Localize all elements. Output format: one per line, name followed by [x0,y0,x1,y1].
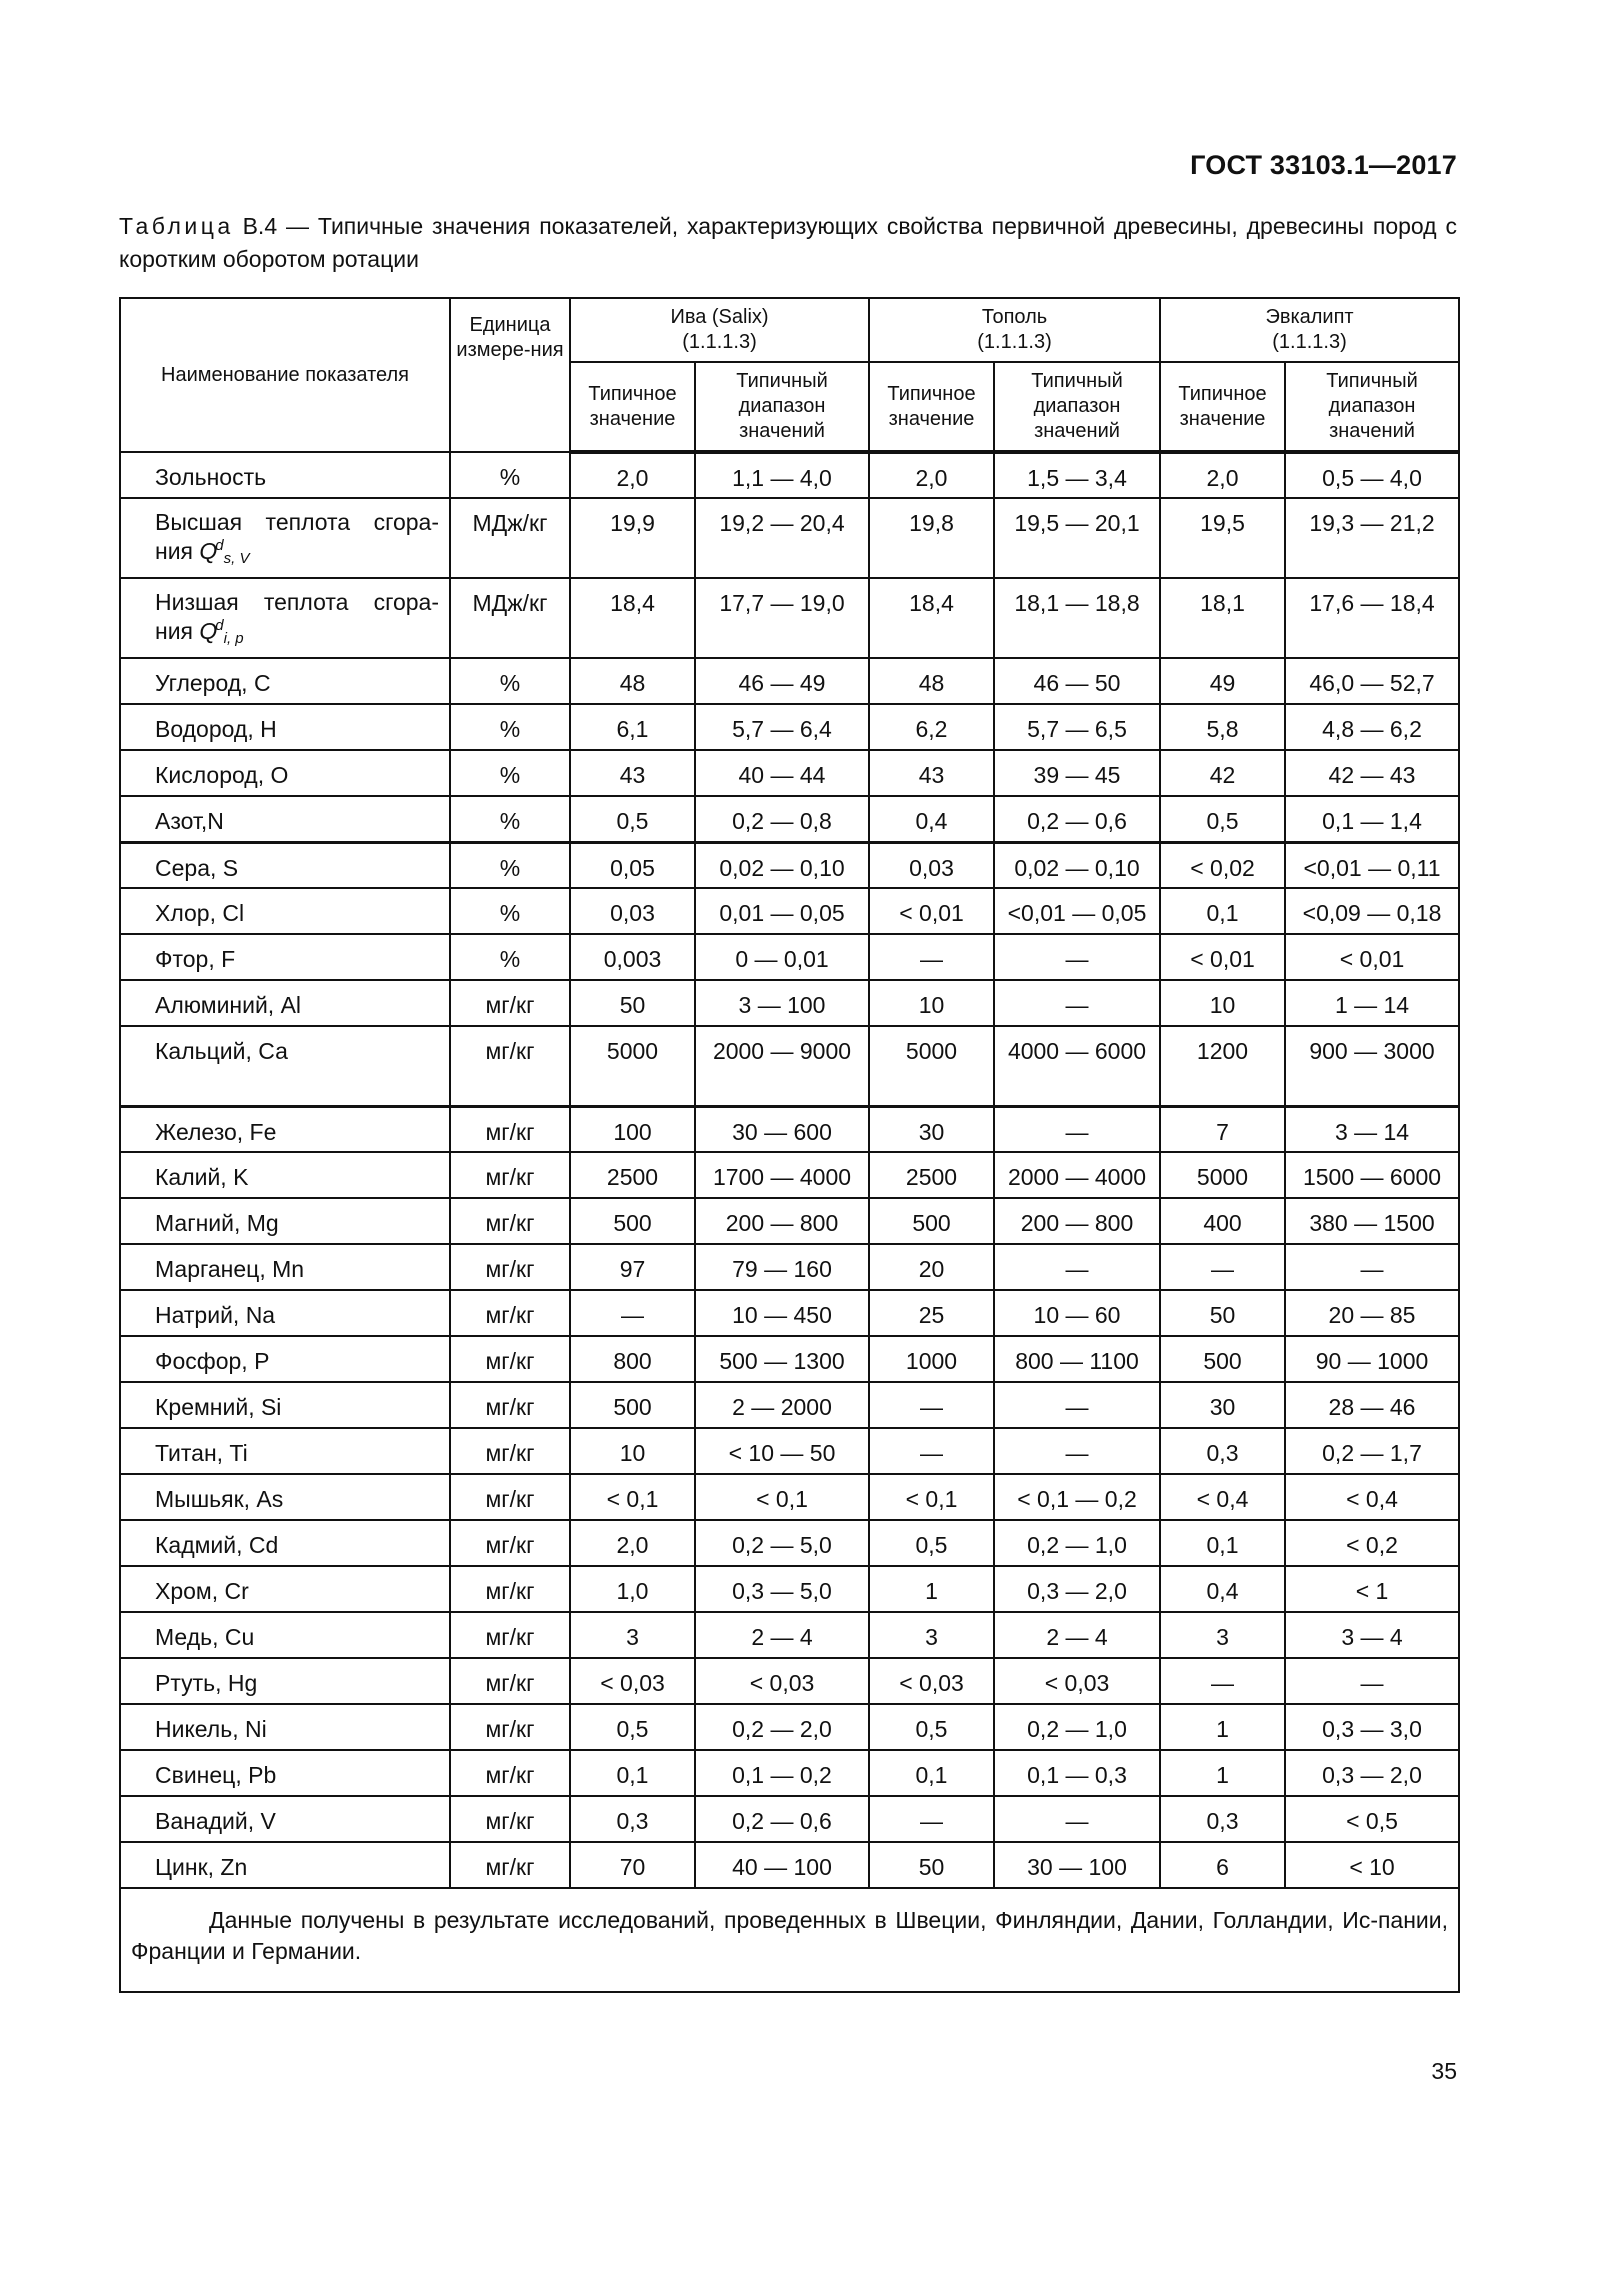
unit-cell: мг/кг [450,1842,570,1888]
header-typical-value: Типичное значение [869,362,994,452]
value-cell: 3 [1160,1612,1285,1658]
header-typical-value: Типичное значение [1160,362,1285,452]
table-row [120,1428,1459,1474]
value-cell: 0,01 — 0,05 [695,888,869,934]
unit-cell: % [450,842,570,888]
value-cell: 0,03 [869,842,994,888]
value-cell: 3 — 100 [695,980,869,1026]
value-cell: 3 — 14 [1285,1106,1459,1152]
value-cell: 39 — 45 [994,750,1160,796]
unit-cell: мг/кг [450,1106,570,1152]
unit-cell: мг/кг [450,1612,570,1658]
value-cell: 30 — 600 [695,1106,869,1152]
value-cell: 0,05 [570,842,695,888]
value-cell: < 0,01 [1285,934,1459,980]
value-cell: 3 — 4 [1285,1612,1459,1658]
value-cell: < 10 [1285,1842,1459,1888]
indicator-name: Кальций, Са [120,1026,450,1106]
value-cell: 0,1 — 1,4 [1285,796,1459,842]
value-cell: 10 [1160,980,1285,1026]
value-cell: — [869,1428,994,1474]
value-cell: 50 [1160,1290,1285,1336]
value-cell: 0,3 [1160,1796,1285,1842]
value-cell: < 0,01 [1160,934,1285,980]
value-cell: 900 — 3000 [1285,1026,1459,1106]
value-cell: < 0,1 — 0,2 [994,1474,1160,1520]
indicator-name: Высшая теплота сгора-ния $Q^d_{s, V}$ [120,498,450,578]
value-cell: 5000 [1160,1152,1285,1198]
unit-cell: % [450,796,570,842]
value-cell: — [1285,1658,1459,1704]
value-cell: 0,02 — 0,10 [695,842,869,888]
indicator-name: Фосфор, Р [120,1336,450,1382]
table-row [120,704,1459,750]
unit-cell: мг/кг [450,1152,570,1198]
indicator-name: Медь, Cu [120,1612,450,1658]
value-cell: 0,5 [869,1704,994,1750]
value-cell: 100 [570,1106,695,1152]
value-cell: 97 [570,1244,695,1290]
table-row [120,1336,1459,1382]
value-cell: < 10 — 50 [695,1428,869,1474]
unit-cell: мг/кг [450,1336,570,1382]
value-cell: 0,3 — 3,0 [1285,1704,1459,1750]
value-cell: < 0,1 [695,1474,869,1520]
value-cell: 0,4 [869,796,994,842]
value-cell: 1 [1160,1704,1285,1750]
unit-cell: мг/кг [450,1750,570,1796]
indicator-name: Кремний, Si [120,1382,450,1428]
value-cell: 0,3 [1160,1428,1285,1474]
table-row [120,980,1459,1026]
table-row [120,1704,1459,1750]
value-cell: 0,5 [570,796,695,842]
value-cell: 2 — 2000 [695,1382,869,1428]
indicator-name: Ванадий, V [120,1796,450,1842]
value-cell: 2,0 [570,452,695,498]
value-cell: 500 [570,1382,695,1428]
value-cell: — [869,934,994,980]
value-cell: — [570,1290,695,1336]
value-cell: 5000 [869,1026,994,1106]
value-cell: 10 [570,1428,695,1474]
header-group-willow: Ива (Salix) (1.1.1.3) [570,298,869,362]
header-unit: Единица измере-ния [450,298,570,452]
value-cell: 18,1 — 18,8 [994,578,1160,658]
indicator-name: Марганец, Mn [120,1244,450,1290]
unit-cell: % [450,704,570,750]
value-cell: 800 — 1100 [994,1336,1160,1382]
page-number: 35 [1431,2058,1457,2084]
value-cell: < 0,03 [869,1658,994,1704]
value-cell: <0,01 — 0,05 [994,888,1160,934]
table-row [120,934,1459,980]
value-cell: 380 — 1500 [1285,1198,1459,1244]
value-cell: 46 — 49 [695,658,869,704]
value-cell: 500 [869,1198,994,1244]
value-cell: 46 — 50 [994,658,1160,704]
value-cell: 1,5 — 3,4 [994,452,1160,498]
value-cell: 1 — 14 [1285,980,1459,1026]
table-row [120,842,1459,888]
indicator-name: Низшая теплота сгора-ния $Q^d_{i, p}$ [120,578,450,658]
value-cell: — [994,1382,1160,1428]
value-cell: 1500 — 6000 [1285,1152,1459,1198]
value-cell: 30 [869,1106,994,1152]
value-cell: 6,1 [570,704,695,750]
value-cell: 4000 — 6000 [994,1026,1160,1106]
value-cell: — [994,1428,1160,1474]
value-cell: 7 [1160,1106,1285,1152]
value-cell: — [994,980,1160,1026]
unit-cell: МДж/кг [450,578,570,658]
value-cell: 0,2 — 1,0 [994,1520,1160,1566]
unit-cell: % [450,452,570,498]
table-row [120,1198,1459,1244]
value-cell: 0,02 — 0,10 [994,842,1160,888]
indicator-name: Кадмий, Cd [120,1520,450,1566]
indicator-name: Углерод, С [120,658,450,704]
indicator-name: Магний, Mg [120,1198,450,1244]
value-cell: 19,5 — 20,1 [994,498,1160,578]
indicator-name: Мышьяк, As [120,1474,450,1520]
value-cell: < 0,02 [1160,842,1285,888]
table-row [120,888,1459,934]
value-cell: 19,3 — 21,2 [1285,498,1459,578]
value-cell: 0,2 — 0,6 [695,1796,869,1842]
unit-cell: мг/кг [450,1566,570,1612]
value-cell: < 1 [1285,1566,1459,1612]
value-cell: 5000 [570,1026,695,1106]
value-cell: — [1160,1244,1285,1290]
value-cell: 2500 [869,1152,994,1198]
value-cell: 2000 — 4000 [994,1152,1160,1198]
value-cell: 49 [1160,658,1285,704]
table-row [120,452,1459,498]
unit-cell: мг/кг [450,1198,570,1244]
unit-cell: мг/кг [450,1382,570,1428]
value-cell: 1700 — 4000 [695,1152,869,1198]
value-cell: 2,0 [1160,452,1285,498]
unit-cell: мг/кг [450,1474,570,1520]
value-cell: < 0,4 [1285,1474,1459,1520]
unit-cell: % [450,934,570,980]
value-cell: — [994,1244,1160,1290]
value-cell: 10 [869,980,994,1026]
value-cell: 19,2 — 20,4 [695,498,869,578]
value-cell: — [869,1796,994,1842]
value-cell: 0,1 [869,1750,994,1796]
value-cell: 0,2 — 0,6 [994,796,1160,842]
value-cell: 800 [570,1336,695,1382]
indicator-name: Хлор, Cl [120,888,450,934]
indicator-name: Ртуть, Hg [120,1658,450,1704]
value-cell: 19,9 [570,498,695,578]
value-cell: 18,4 [570,578,695,658]
value-cell: 200 — 800 [695,1198,869,1244]
table-row [120,1842,1459,1888]
value-cell: 17,6 — 18,4 [1285,578,1459,658]
indicator-name: Цинк, Zn [120,1842,450,1888]
value-cell: 43 [570,750,695,796]
unit-cell: мг/кг [450,1428,570,1474]
value-cell: 400 [1160,1198,1285,1244]
value-cell: 2 — 4 [994,1612,1160,1658]
indicator-name: Сера, S [120,842,450,888]
value-cell: 0,1 [570,1750,695,1796]
indicator-name: Алюминий, Al [120,980,450,1026]
value-cell: 79 — 160 [695,1244,869,1290]
value-cell: 10 — 60 [994,1290,1160,1336]
caption-text: — Типичные значения показателей, характеризующих свойства первичной древесины, древесины пород с коротким оборотом ротации [119,213,1457,272]
value-cell: 0,1 [1160,888,1285,934]
unit-cell: мг/кг [450,1026,570,1106]
value-cell: 17,7 — 19,0 [695,578,869,658]
value-cell: 0,2 — 1,7 [1285,1428,1459,1474]
header-typical-range: Типичный диапазон значений [695,362,869,452]
value-cell: 2,0 [869,452,994,498]
value-cell: 500 — 1300 [695,1336,869,1382]
value-cell: < 0,1 [570,1474,695,1520]
value-cell: 42 [1160,750,1285,796]
unit-cell: мг/кг [450,1244,570,1290]
value-cell: 0,1 [1160,1520,1285,1566]
value-cell: 0 — 0,01 [695,934,869,980]
value-cell: 2500 [570,1152,695,1198]
value-cell: 19,8 [869,498,994,578]
value-cell: 5,7 — 6,5 [994,704,1160,750]
table-row [120,1566,1459,1612]
value-cell: 0,3 — 2,0 [1285,1750,1459,1796]
unit-cell: мг/кг [450,1290,570,1336]
unit-cell: МДж/кг [450,498,570,578]
table-body [120,452,1459,1888]
unit-cell: мг/кг [450,980,570,1026]
table-row [120,1106,1459,1152]
value-cell: 1,1 — 4,0 [695,452,869,498]
value-cell: 48 [869,658,994,704]
value-cell: 2000 — 9000 [695,1026,869,1106]
value-cell: 500 [570,1198,695,1244]
indicator-name: Свинец, Pb [120,1750,450,1796]
data-table [119,297,1460,1993]
table-row [120,658,1459,704]
value-cell: < 0,4 [1160,1474,1285,1520]
value-cell: <0,09 — 0,18 [1285,888,1459,934]
indicator-name: Кислород, О [120,750,450,796]
table-row [120,750,1459,796]
value-cell: 25 [869,1290,994,1336]
value-cell: 0,1 — 0,2 [695,1750,869,1796]
value-cell: 0,1 — 0,3 [994,1750,1160,1796]
unit-cell: % [450,888,570,934]
value-cell: 20 — 85 [1285,1290,1459,1336]
value-cell: 0,3 — 5,0 [695,1566,869,1612]
value-cell: 30 [1160,1382,1285,1428]
value-cell: 18,1 [1160,578,1285,658]
table-row [120,578,1459,658]
value-cell: 90 — 1000 [1285,1336,1459,1382]
unit-cell: мг/кг [450,1658,570,1704]
value-cell: 10 — 450 [695,1290,869,1336]
table-row [120,1290,1459,1336]
value-cell: 20 [869,1244,994,1290]
value-cell: — [1160,1658,1285,1704]
indicator-name: Водород, Н [120,704,450,750]
value-cell: 0,003 [570,934,695,980]
value-cell: 0,2 — 2,0 [695,1704,869,1750]
table-row [120,1152,1459,1198]
table-row [120,498,1459,578]
unit-cell: мг/кг [450,1796,570,1842]
table-row [120,1658,1459,1704]
table-row [120,1382,1459,1428]
value-cell: — [869,1382,994,1428]
value-cell: 46,0 — 52,7 [1285,658,1459,704]
value-cell: 0,03 [570,888,695,934]
value-cell: < 0,03 [570,1658,695,1704]
value-cell: 0,5 — 4,0 [1285,452,1459,498]
value-cell: 2,0 [570,1520,695,1566]
value-cell: 5,7 — 6,4 [695,704,869,750]
value-cell: 19,5 [1160,498,1285,578]
value-cell: 50 [570,980,695,1026]
table-row [120,1750,1459,1796]
value-cell: 1 [869,1566,994,1612]
value-cell: 3 [570,1612,695,1658]
value-cell: 1 [1160,1750,1285,1796]
value-cell: 0,3 [570,1796,695,1842]
value-cell: 2 — 4 [695,1612,869,1658]
value-cell: <0,01 — 0,11 [1285,842,1459,888]
header-typical-range: Типичный диапазон значений [1285,362,1459,452]
value-cell: 0,4 [1160,1566,1285,1612]
unit-cell: мг/кг [450,1520,570,1566]
value-cell: 6,2 [869,704,994,750]
value-cell: 1200 [1160,1026,1285,1106]
indicator-name: Азот,N [120,796,450,842]
indicator-name: Никель, Ni [120,1704,450,1750]
indicator-name: Железо, Fe [120,1106,450,1152]
value-cell: — [1285,1244,1459,1290]
value-cell: 40 — 44 [695,750,869,796]
header-indicator-name: Наименование показателя [120,298,450,452]
header-typical-value: Типичное значение [570,362,695,452]
value-cell: 1,0 [570,1566,695,1612]
indicator-name: Фтор, F [120,934,450,980]
indicator-name: Натрий, Na [120,1290,450,1336]
value-cell: 4,8 — 6,2 [1285,704,1459,750]
table-row [120,1612,1459,1658]
indicator-name: Зольность [120,452,450,498]
value-cell: < 0,5 [1285,1796,1459,1842]
unit-cell: мг/кг [450,1704,570,1750]
table-row [120,1474,1459,1520]
table-row [120,1244,1459,1290]
header-group-poplar: Тополь (1.1.1.3) [869,298,1160,362]
caption-number: В.4 [242,213,278,239]
value-cell: 43 [869,750,994,796]
document-code: ГОСТ 33103.1—2017 [1190,150,1457,180]
value-cell: 0,5 [869,1520,994,1566]
value-cell: 200 — 800 [994,1198,1160,1244]
value-cell: < 0,01 [869,888,994,934]
table-note: Данные получены в результате исследований, проведенных в Швеции, Финляндии, Дании, Голландии, Ис-пании, Франции и Германии. [120,1888,1459,1992]
value-cell: 500 [1160,1336,1285,1382]
value-cell: 48 [570,658,695,704]
value-cell: 0,2 — 0,8 [695,796,869,842]
value-cell: 50 [869,1842,994,1888]
value-cell: — [994,1106,1160,1152]
value-cell: 0,5 [570,1704,695,1750]
value-cell: < 0,03 [994,1658,1160,1704]
value-cell: — [994,1796,1160,1842]
header-group-eucalyptus: Эвкалипт (1.1.1.3) [1160,298,1459,362]
indicator-name: Титан, Ti [120,1428,450,1474]
value-cell: 0,5 [1160,796,1285,842]
value-cell: 18,4 [869,578,994,658]
value-cell: 42 — 43 [1285,750,1459,796]
indicator-name: Хром, Cr [120,1566,450,1612]
value-cell: 6 [1160,1842,1285,1888]
value-cell: 1000 [869,1336,994,1382]
value-cell: 70 [570,1842,695,1888]
table-row [120,1520,1459,1566]
value-cell: < 0,03 [695,1658,869,1704]
value-cell: < 0,1 [869,1474,994,1520]
value-cell: 0,3 — 2,0 [994,1566,1160,1612]
unit-cell: % [450,658,570,704]
table-row [120,1026,1459,1106]
table-caption [119,210,1457,276]
value-cell: 0,2 — 1,0 [994,1704,1160,1750]
value-cell: 3 [869,1612,994,1658]
value-cell: 40 — 100 [695,1842,869,1888]
value-cell: 28 — 46 [1285,1382,1459,1428]
table-row [120,1796,1459,1842]
value-cell: < 0,2 [1285,1520,1459,1566]
unit-cell: % [450,750,570,796]
value-cell: 5,8 [1160,704,1285,750]
caption-label: Таблица [119,213,234,239]
value-cell: 0,2 — 5,0 [695,1520,869,1566]
header-typical-range: Типичный диапазон значений [994,362,1160,452]
value-cell: 30 — 100 [994,1842,1160,1888]
table-row [120,796,1459,842]
indicator-name: Калий, K [120,1152,450,1198]
value-cell: — [994,934,1160,980]
